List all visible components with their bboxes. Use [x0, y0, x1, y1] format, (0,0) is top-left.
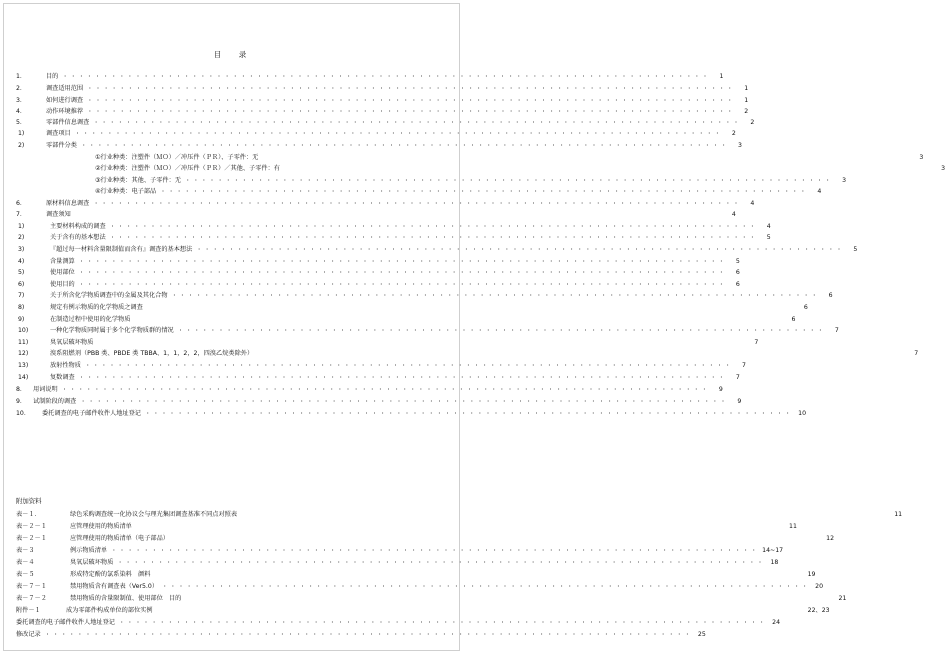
toc-entry-row — [16, 175, 846, 186]
toc-entry-number: 7) — [18, 292, 25, 299]
appendix-entry-text: 禁用物质的含量限制值、使用部位 目的 — [70, 595, 182, 602]
toc-entry-leader-dots: ・・・・・・・・・・・・・・・・・・・・・・・・・・・・・・・・・・・・・・・・・・・・・・・・・・・・・・・・・・・・・・・・・・・・・・・・・・・・・・・・ — [87, 86, 736, 92]
appendix-entry-number: 表－２－１ — [16, 535, 47, 542]
toc-entry-row — [16, 198, 755, 209]
appendix-title: 附加资料 — [16, 497, 42, 505]
toc-entry-leader-dots: ・・・・・・・・・・・・・・・・・・・・・・・・・・・・・・・・・・・・・・・・・・・・・・・・・・・・・・・・・・・・・・・・・・・・・・・・・・・・・・・・ — [80, 399, 729, 405]
appendix-entry-page-number: 12 — [826, 535, 835, 542]
toc-entry-text: ④行业种类：电子部品 — [95, 188, 157, 195]
toc-entry-row — [16, 290, 833, 301]
toc-entry-leader-dots: ・・・・・・・・・・・・・・・・・・・・・・・・・・・・・・・・・・・・・・・・・・・・・・・・・・・・・・・・・・・・・・・・・・・・・・・・・・・・・・・・ — [184, 178, 833, 184]
toc-entry-page-number: 6 — [803, 304, 808, 311]
toc-entry-page-number: 3 — [738, 142, 742, 149]
toc-entry-page-number: 6 — [828, 292, 833, 299]
appendix-entry-row — [16, 605, 830, 616]
appendix-entry-row — [16, 569, 816, 580]
toc-entry-text: 溴系阻燃剂（PBB 类、PBDE 类 TBBA、1，1，2，2，四溴乙烷类除外） — [50, 350, 254, 357]
toc-entry-number: 10) — [18, 327, 29, 334]
toc-entry-number: 7． — [16, 211, 27, 218]
appendix-entry-number: 表－７－１ — [16, 583, 47, 590]
toc-entry-page-number: 4 — [817, 188, 822, 195]
appendix-entry-page-number: 11 — [789, 523, 797, 530]
toc-entry-text: 关于含有的基本想法 — [50, 234, 106, 241]
appendix-entry-row — [16, 509, 903, 520]
appendix-entry-number: 表－４ — [16, 559, 35, 566]
toc-entry-leader-dots: ・・・・・・・・・・・・・・・・・・・・・・・・・・・・・・・・・・・・・・・・・・・・・・・・・・・・・・・・・・・・・・・・・・・・・・・・・・・・・・・・ — [93, 201, 742, 207]
toc-entry-row — [16, 256, 740, 267]
appendix-entry-number: 表－５ — [16, 571, 35, 578]
toc-entry-text: 含量测算 — [50, 258, 75, 265]
appendix-entry-leader-dots: ・・・・・・・・・・・・・・・・・・・・・・・・・・・・・・・・・・・・・・・・・・・・・・・・・・・・・・・・・・・・・・・・・・・・・・・・・・・・・・・・ — [119, 620, 768, 626]
appendix-entry-text: 应管理使用的物质清单 — [70, 523, 132, 530]
toc-entry-row — [16, 372, 740, 383]
toc-entry-page-number: 2 — [731, 130, 736, 137]
toc-entry-text: ①行业种类：注塑件（ＭＯ）／冲压件（ＰＲ）、子零件：无 — [95, 154, 259, 161]
toc-entry-text: 在制造过程中使用的化学物质 — [50, 316, 131, 323]
appendix-entry-row — [16, 545, 784, 556]
toc-entry-text: 目的 — [46, 73, 59, 80]
appendix-entry-text: 臭氧层破坏物质 — [70, 559, 114, 566]
toc-entry-text: 复数调查 — [50, 374, 75, 381]
appendix-entry-row — [16, 629, 706, 640]
toc-entry-text: 关于所含化学物质调查中的金属及其化合物 — [50, 292, 168, 299]
toc-entry-text: 动作环境推荐 — [46, 108, 84, 115]
toc-entry-number: 2． — [16, 85, 27, 92]
toc-entry-page-number: 6 — [735, 281, 740, 288]
toc-entry-row — [16, 71, 724, 82]
toc-entry-text: 主要材料构成的调查 — [50, 223, 106, 230]
appendix-entry-leader-dots: ・・・・・・・・・・・・・・・・・・・・・・・・・・・・・・・・・・・・・・・・・・・・・・・・・・・・・・・・・・・・・・・・・・・・・・・・・・・・・・・・ — [111, 548, 760, 554]
toc-entry-text: 放射性物质 — [50, 362, 81, 369]
toc-entry-page-number: 7 — [754, 339, 759, 346]
appendix-entry-number: 表－１． — [16, 511, 41, 518]
toc-entry-page-number: 7 — [834, 327, 839, 334]
appendix-entry-page-number: 24 — [772, 619, 781, 626]
toc-entry-page-number: 7 — [742, 362, 746, 369]
toc-entry-number: 4) — [18, 258, 25, 265]
appendix-entry-row — [16, 581, 824, 592]
toc-entry-row — [16, 117, 755, 128]
appendix-entry-number: 表－３ — [16, 547, 35, 554]
toc-entry-row — [16, 221, 771, 232]
toc-entry-row — [16, 384, 723, 395]
toc-entry-row — [16, 302, 808, 313]
toc-entry-row — [16, 337, 759, 348]
toc-entry-number: 14) — [18, 374, 29, 381]
toc-entry-number: 2) — [18, 142, 25, 149]
toc-entry-number: 10． — [16, 410, 31, 417]
toc-entry-page-number: 9 — [718, 386, 723, 393]
toc-entry-page-number: 7 — [914, 350, 919, 357]
appendix-entry-number: 附件－１ — [16, 607, 41, 614]
toc-entry-number: 2) — [18, 234, 25, 241]
toc-entry-text: 零部件分类 — [46, 142, 77, 149]
appendix-entry-row — [16, 593, 847, 604]
appendix-entry-page-number: 19 — [807, 571, 816, 578]
toc-entry-page-number: 6 — [791, 316, 796, 323]
toc-entry-leader-dots: ・・・・・・・・・・・・・・・・・・・・・・・・・・・・・・・・・・・・・・・・・・・・・・・・・・・・・・・・・・・・・・・・・・・・・・・・・・・・・・・・ — [80, 143, 729, 149]
toc-entry-number: 6． — [16, 200, 27, 207]
appendix-entry-row — [16, 521, 797, 532]
toc-entry-leader-dots: ・・・・・・・・・・・・・・・・・・・・・・・・・・・・・・・・・・・・・・・・・・・・・・・・・・・・・・・・・・・・・・・・・・・・・・・・・・・・・・・・ — [78, 375, 727, 381]
toc-entry-number: 6) — [18, 281, 25, 288]
toc-entry-text: 调查项目 — [46, 130, 71, 137]
toc-entry-number: 3． — [16, 97, 27, 104]
toc-entry-text: 试制阶段的调查 — [33, 398, 77, 405]
appendix-entry-text: 委托调查的电子邮件收件人地址登记 — [16, 619, 115, 626]
toc-entry-page-number: 3 — [941, 165, 945, 172]
toc-entry-row — [16, 408, 807, 419]
toc-entry-leader-dots: ・・・・・・・・・・・・・・・・・・・・・・・・・・・・・・・・・・・・・・・・・・・・・・・・・・・・・・・・・・・・・・・・・・・・・・・・・・・・・・・・ — [62, 74, 711, 80]
toc-entry-text: ③行业种类：其他、子零件：无 — [95, 177, 181, 184]
appendix-entry-row — [16, 617, 781, 628]
toc-entry-row — [16, 106, 749, 117]
appendix-entry-number: 表－２－１ — [16, 523, 47, 530]
toc-entry-row — [16, 152, 924, 163]
toc-entry-number: 1． — [16, 73, 27, 80]
toc-entry-text: 一种化学物质同时属于多个化学物质群的情况 — [50, 327, 174, 334]
toc-entry-number: 1) — [18, 130, 25, 137]
toc-entry-text: 臭氧层破坏物质 — [50, 339, 94, 346]
appendix-entry-page-number: 21 — [838, 595, 847, 602]
toc-entry-page-number: 1 — [744, 97, 749, 104]
toc-entry-page-number: 5 — [735, 258, 740, 265]
appendix-entry-leader-dots: ・・・・・・・・・・・・・・・・・・・・・・・・・・・・・・・・・・・・・・・・・・・・・・・・・・・・・・・・・・・・・・・・・・・・・・・・・・・・・・・・ — [44, 632, 693, 638]
toc-entry-row — [16, 348, 919, 359]
toc-entry-text: 如何进行调查 — [46, 97, 84, 104]
appendix-entry-page-number: 25 — [697, 631, 706, 638]
toc-entry-text: 规定有例示物质的化学物质之调查 — [50, 304, 143, 311]
toc-entry-row — [16, 360, 746, 371]
toc-entry-number: 4． — [16, 108, 27, 115]
toc-entry-page-number: 9 — [737, 398, 742, 405]
toc-entry-text: 委托调查的电子邮件收件人地址登记 — [42, 410, 141, 417]
appendix-entry-leader-dots: ・・・・・・・・・・・・・・・・・・・・・・・・・・・・・・・・・・・・・・・・・・・・・・・・・・・・・・・・・・・・・・・・・・・・・・・・・・・・・・・・ — [162, 584, 811, 590]
toc-entry-page-number: 10 — [798, 410, 807, 417]
appendix-entry-leader-dots: ・・・・・・・・・・・・・・・・・・・・・・・・・・・・・・・・・・・・・・・・・・・・・・・・・・・・・・・・・・・・・・・・・・・・・・・・・・・・・・・・ — [117, 560, 766, 566]
toc-entry-text: 用词说明 — [33, 386, 58, 393]
toc-entry-text: 调查须知 — [46, 211, 71, 218]
toc-entry-page-number: 4 — [750, 200, 755, 207]
toc-entry-text: 零部件信息调查 — [46, 119, 90, 126]
toc-entry-leader-dots: ・・・・・・・・・・・・・・・・・・・・・・・・・・・・・・・・・・・・・・・・・・・・・・・・・・・・・・・・・・・・・・・・・・・・・・・・・・・・・・・・ — [196, 247, 845, 253]
toc-entry-row — [16, 186, 822, 197]
toc-entry-leader-dots: ・・・・・・・・・・・・・・・・・・・・・・・・・・・・・・・・・・・・・・・・・・・・・・・・・・・・・・・・・・・・・・・・・・・・・・・・・・・・・・・・ — [78, 259, 727, 265]
toc-entry-leader-dots: ・・・・・・・・・・・・・・・・・・・・・・・・・・・・・・・・・・・・・・・・・・・・・・・・・・・・・・・・・・・・・・・・・・・・・・・・・・・・・・・・ — [160, 189, 809, 195]
toc-entry-page-number: 2 — [744, 108, 749, 115]
toc-entry-number: 12) — [18, 350, 29, 357]
toc-entry-page-number: 4 — [766, 223, 771, 230]
toc-entry-number: 9． — [16, 398, 27, 405]
toc-entry-row — [16, 279, 740, 290]
toc-entry-leader-dots: ・・・・・・・・・・・・・・・・・・・・・・・・・・・・・・・・・・・・・・・・・・・・・・・・・・・・・・・・・・・・・・・・・・・・・・・・・・・・・・・・ — [84, 363, 733, 369]
toc-entry-leader-dots: ・・・・・・・・・・・・・・・・・・・・・・・・・・・・・・・・・・・・・・・・・・・・・・・・・・・・・・・・・・・・・・・・・・・・・・・・・・・・・・・・ — [87, 98, 736, 104]
toc-entry-leader-dots: ・・・・・・・・・・・・・・・・・・・・・・・・・・・・・・・・・・・・・・・・・・・・・・・・・・・・・・・・・・・・・・・・・・・・・・・・・・・・・・・・ — [74, 131, 723, 137]
appendix-entry-text: 形成特定酚的氯系染料 颜料 — [70, 571, 151, 578]
toc-entry-page-number: 7 — [735, 374, 740, 381]
appendix-entry-page-number: 22、23 — [807, 607, 830, 614]
toc-entry-row — [16, 232, 771, 243]
toc-entry-leader-dots: ・・・・・・・・・・・・・・・・・・・・・・・・・・・・・・・・・・・・・・・・・・・・・・・・・・・・・・・・・・・・・・・・・・・・・・・・・・・・・・・・ — [87, 109, 736, 115]
toc-entry-leader-dots: ・・・・・・・・・・・・・・・・・・・・・・・・・・・・・・・・・・・・・・・・・・・・・・・・・・・・・・・・・・・・・・・・・・・・・・・・・・・・・・・・ — [109, 235, 758, 241]
toc-entry-number: 8) — [18, 304, 25, 311]
toc-entry-row — [16, 95, 749, 106]
toc-entry-page-number: 1 — [744, 85, 749, 92]
appendix-entry-text: 应管理使用的物质清单（电子部品） — [70, 535, 169, 542]
appendix-entry-text: 修改记录 — [16, 631, 41, 638]
toc-entry-leader-dots: ・・・・・・・・・・・・・・・・・・・・・・・・・・・・・・・・・・・・・・・・・・・・・・・・・・・・・・・・・・・・・・・・・・・・・・・・・・・・・・・・ — [171, 293, 820, 299]
toc-entry-row — [16, 140, 742, 151]
toc-entry-text: ②行业种类：注塑件（ＭＯ）／冲压件（ＰＲ）／其他、子零件：有 — [95, 165, 280, 172]
toc-entry-leader-dots: ・・・・・・・・・・・・・・・・・・・・・・・・・・・・・・・・・・・・・・・・・・・・・・・・・・・・・・・・・・・・・・・・・・・・・・・・・・・・・・・・ — [78, 270, 727, 276]
toc-entry-row — [16, 163, 945, 174]
toc-entry-number: 9) — [18, 316, 25, 323]
appendix-entry-page-number: 18 — [770, 559, 779, 566]
toc-entry-row — [16, 244, 858, 255]
appendix-entry-number: 表－７－２ — [16, 595, 47, 602]
toc-entry-text: 使用目的 — [50, 281, 75, 288]
appendix-entry-page-number: 20 — [815, 583, 824, 590]
toc-entry-number: 5． — [16, 119, 27, 126]
toc-entry-page-number: 2 — [750, 119, 755, 126]
appendix-entry-text: 成为零部件构成单位的部位实例 — [66, 607, 153, 614]
toc-entry-number: 13) — [18, 362, 29, 369]
toc-entry-leader-dots: ・・・・・・・・・・・・・・・・・・・・・・・・・・・・・・・・・・・・・・・・・・・・・・・・・・・・・・・・・・・・・・・・・・・・・・・・・・・・・・・・ — [78, 282, 727, 288]
toc-entry-leader-dots: ・・・・・・・・・・・・・・・・・・・・・・・・・・・・・・・・・・・・・・・・・・・・・・・・・・・・・・・・・・・・・・・・・・・・・・・・・・・・・・・・ — [145, 411, 794, 417]
toc-entry-page-number: 1 — [719, 73, 724, 80]
toc-entry-row — [16, 325, 839, 336]
toc-entry-row — [16, 209, 736, 220]
toc-entry-number: 11) — [18, 339, 29, 346]
toc-entry-row — [16, 396, 742, 407]
toc-entry-leader-dots: ・・・・・・・・・・・・・・・・・・・・・・・・・・・・・・・・・・・・・・・・・・・・・・・・・・・・・・・・・・・・・・・・・・・・・・・・・・・・・・・・ — [177, 328, 826, 334]
toc-entry-text: 原材料信息调查 — [46, 200, 90, 207]
toc-entry-number: 5) — [18, 269, 25, 276]
toc-entry-text: 调查适用范围 — [46, 85, 84, 92]
toc-entry-number: 8． — [16, 386, 27, 393]
appendix-entry-text: 禁用物质含有调查表（Ver5.0） — [70, 583, 159, 590]
toc-entry-row — [16, 83, 749, 94]
toc-entry-page-number: 5 — [853, 246, 858, 253]
toc-entry-leader-dots: ・・・・・・・・・・・・・・・・・・・・・・・・・・・・・・・・・・・・・・・・・・・・・・・・・・・・・・・・・・・・・・・・・・・・・・・・・・・・・・・・ — [93, 120, 742, 126]
appendix-entry-page-number: 14~17 — [762, 547, 784, 554]
toc-entry-page-number: 5 — [766, 234, 771, 241]
appendix-entry-text: 例示物质清单 — [70, 547, 108, 554]
toc-entry-page-number: 3 — [919, 154, 924, 161]
toc-entry-leader-dots: ・・・・・・・・・・・・・・・・・・・・・・・・・・・・・・・・・・・・・・・・・・・・・・・・・・・・・・・・・・・・・・・・・・・・・・・・・・・・・・・・ — [61, 387, 710, 393]
toc-entry-text: 『超过每一材料含量限制值而含有』调查的基本想法 — [50, 246, 193, 253]
toc-entry-page-number: 6 — [735, 269, 740, 276]
toc-entry-number: 1) — [18, 223, 25, 230]
toc-entry-row — [16, 314, 796, 325]
appendix-entry-text: 绿色采购调查统一化协议会与理光集团调查基准不同点对照表 — [70, 511, 238, 518]
toc-entry-row — [16, 128, 736, 139]
toc-entry-page-number: 3 — [842, 177, 846, 184]
toc-entry-text: 使用部位 — [50, 269, 75, 276]
toc-entry-number: 3) — [18, 246, 25, 253]
appendix-entry-row — [16, 557, 779, 568]
toc-entry-page-number: 4 — [731, 211, 736, 218]
toc-title: 目 录 — [213, 50, 252, 59]
appendix-entry-row — [16, 533, 835, 544]
toc-entry-leader-dots: ・・・・・・・・・・・・・・・・・・・・・・・・・・・・・・・・・・・・・・・・・・・・・・・・・・・・・・・・・・・・・・・・・・・・・・・・・・・・・・・・ — [109, 224, 758, 230]
appendix-entry-page-number: 11 — [894, 511, 903, 518]
toc-entry-row — [16, 267, 740, 278]
